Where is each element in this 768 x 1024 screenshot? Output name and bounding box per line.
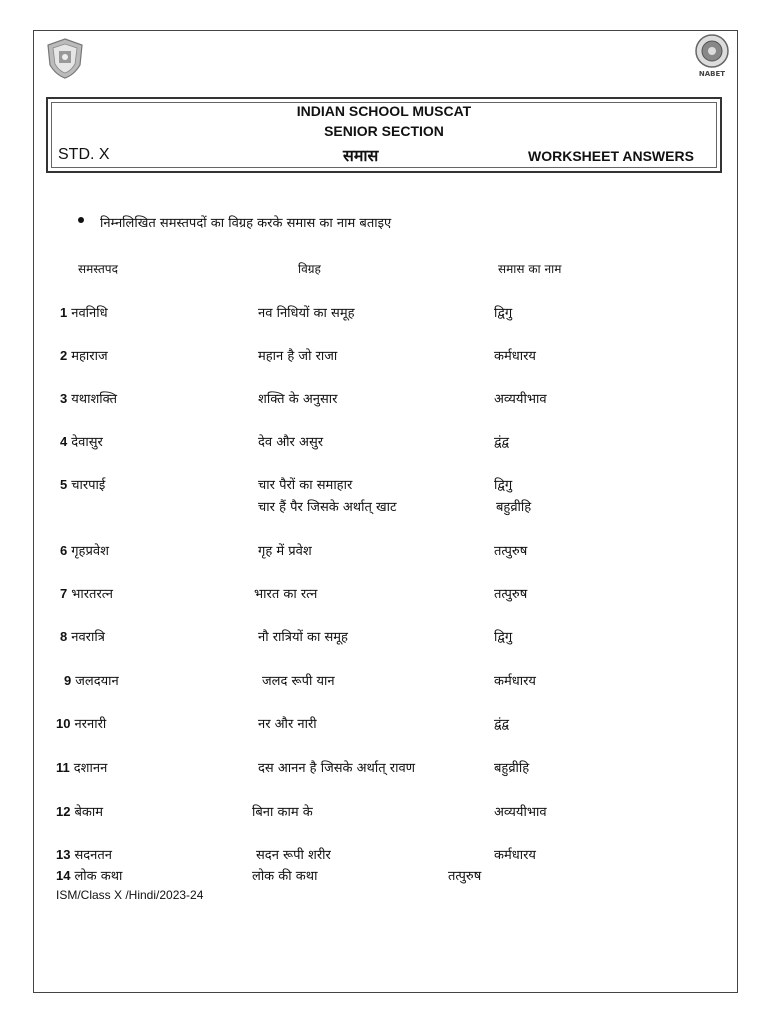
samas-naam-cell: द्विगु [494, 478, 513, 493]
row-number: 7 [60, 586, 68, 601]
vigrah-cell: बिना काम के [252, 805, 313, 820]
samas-naam-cell: कर्मधारय [494, 349, 536, 364]
section-name: SENIOR SECTION [324, 123, 444, 139]
column-header-vigrah: विग्रह [298, 262, 321, 276]
samastapad-cell [56, 714, 106, 732]
samastapad-text: दशानन [73, 761, 108, 776]
samastapad-cell [60, 389, 117, 407]
samas-naam-cell: तत्पुरुष [494, 587, 528, 602]
row-number: 10 [56, 716, 71, 731]
row-number: 12 [56, 804, 71, 819]
samas-naam-cell-second: बहुव्रीहि [496, 500, 532, 515]
samas-naam-cell: द्विगु [494, 306, 513, 321]
vigrah-cell: भारत का रत्न [254, 587, 318, 602]
row-number: 3 [60, 391, 68, 406]
samastapad-cell [60, 303, 108, 321]
vigrah-cell: शक्ति के अनुसार [258, 392, 338, 407]
samastapad-cell [56, 866, 122, 884]
vigrah-cell: दस आनन है जिसके अर्थात् रावण [258, 761, 416, 776]
vigrah-cell: लोक की कथा [252, 869, 318, 884]
samastapad-cell [60, 346, 108, 364]
row-number: 4 [60, 434, 68, 449]
row-number: 14 [56, 868, 71, 883]
row-number: 11 [56, 760, 70, 775]
row-number: 6 [60, 543, 68, 558]
vigrah-cell: जलद रूपी यान [262, 674, 335, 689]
vigrah-cell: नौ रात्रियों का समूह [258, 630, 348, 645]
samas-naam-cell: अव्ययीभाव [494, 392, 547, 407]
vigrah-cell: नर और नारी [258, 717, 317, 732]
vigrah-cell: गृह में प्रवेश [258, 544, 312, 559]
column-header-samas-naam: समास का नाम [498, 262, 562, 276]
samas-naam-cell: अव्ययीभाव [494, 805, 547, 820]
row-number: 13 [56, 847, 71, 862]
vigrah-cell-second: चार हैं पैर जिसके अर्थात् खाट [258, 500, 397, 515]
vigrah-cell: महान है जो राजा [258, 349, 338, 364]
samastapad-cell [60, 541, 109, 559]
samastapad-cell [56, 802, 103, 820]
samastapad-text: बेकाम [74, 805, 104, 820]
samas-naam-cell: द्वंद्व [494, 717, 509, 732]
samastapad-text: महाराज [71, 349, 108, 364]
footer-text: ISM/Class X /Hindi/2023-24 [56, 888, 204, 902]
samastapad-cell [64, 671, 119, 689]
samastapad-cell [60, 584, 113, 602]
samas-naam-cell: बहुव्रीहि [494, 761, 530, 776]
samas-naam-cell: द्विगु [494, 630, 513, 645]
column-header-samastapad: समस्तपद [78, 262, 118, 276]
vigrah-cell: नव निधियों का समूह [258, 306, 355, 321]
samastapad-text: चारपाई [71, 478, 106, 493]
samastapad-cell [60, 475, 105, 493]
samastapad-text: देवासुर [71, 435, 103, 450]
row-number: 9 [64, 673, 72, 688]
samastapad-text: भारतरत्न [71, 587, 113, 602]
samas-naam-cell: द्वंद्व [494, 435, 509, 450]
samastapad-text: नवरात्रि [71, 630, 105, 645]
samas-naam-cell: तत्पुरुष [494, 544, 528, 559]
row-number: 2 [60, 348, 68, 363]
samastapad-cell [60, 627, 105, 645]
samas-naam-cell: कर्मधारय [494, 674, 536, 689]
samastapad-cell [56, 845, 112, 863]
samastapad-text: जलदयान [75, 674, 119, 689]
vigrah-cell: चार पैरों का समाहार [258, 478, 353, 493]
row-number: 8 [60, 629, 68, 644]
samastapad-text: नवनिधि [71, 306, 108, 321]
std-label: STD. X [58, 146, 110, 163]
school-name: INDIAN SCHOOL MUSCAT [296, 103, 472, 119]
samastapad-text: नरनारी [74, 717, 107, 732]
samastapad-cell [60, 432, 103, 450]
instruction-text: निम्नलिखित समस्तपदों का विग्रह करके समास का नाम बताइए [100, 216, 392, 231]
samastapad-text: सदनतन [74, 848, 112, 863]
samastapad-text: गृहप्रवेश [71, 544, 109, 559]
vigrah-cell: सदन रूपी शरीर [256, 848, 331, 863]
topic-title: समास [343, 146, 379, 165]
worksheet-label: WORKSHEET ANSWERS [528, 148, 694, 164]
header-box [46, 97, 722, 173]
school-emblem-logo [44, 37, 86, 79]
samastapad-cell [56, 758, 107, 776]
samas-naam-cell: कर्मधारय [494, 848, 536, 863]
vigrah-cell: देव और असुर [258, 435, 324, 450]
nabet-seal-text: NABET [698, 70, 726, 78]
samastapad-text: लोक कथा [74, 869, 123, 884]
row-number: 1 [60, 305, 68, 320]
bullet-icon [78, 217, 84, 223]
nabet-seal-logo [690, 33, 734, 79]
row-number: 5 [60, 477, 68, 492]
samas-naam-cell: तत्पुरुष [448, 869, 482, 884]
samastapad-text: यथाशक्ति [71, 392, 118, 407]
